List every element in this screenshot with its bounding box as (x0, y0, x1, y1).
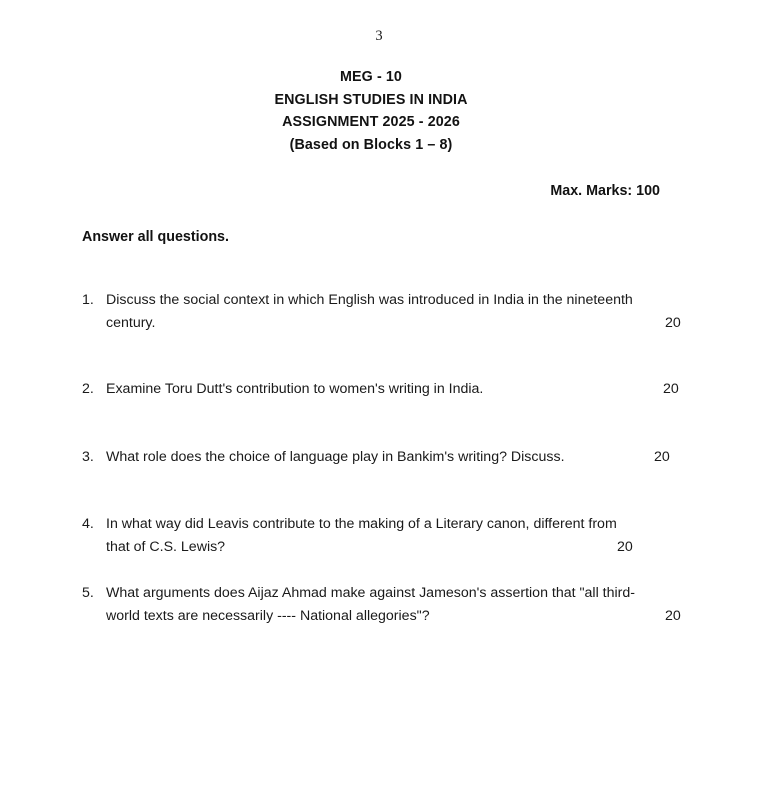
question-text-line: century. 20 (106, 312, 682, 335)
question-text-line: What role does the choice of language play in Bankim's writing? Discuss. 20 (106, 446, 682, 469)
question-marks: 20 (617, 538, 633, 555)
question-number: 4. (82, 516, 94, 532)
document-header (60, 66, 682, 156)
question-body (106, 446, 682, 469)
question-body (106, 378, 682, 401)
question-marks: 20 (654, 449, 670, 465)
question-number: 1. (82, 292, 94, 308)
question-marks: 20 (665, 314, 681, 331)
question-item (82, 289, 682, 334)
question-number: 5. (82, 585, 94, 601)
max-marks-label: Max. Marks: 100 (550, 183, 660, 199)
question-body (106, 289, 682, 334)
question-item (82, 446, 682, 469)
question-text-line: What arguments does Aijaz Ahmad make against Jameson's assertion that "all third- (106, 585, 636, 601)
header-course-code: MEG - 10 (340, 69, 402, 85)
question-body (106, 582, 682, 627)
page-number: 3 (375, 28, 383, 44)
header-course-title: ENGLISH STUDIES IN INDIA (274, 91, 468, 108)
question-number: 2. (82, 381, 94, 397)
question-text-line: In what way did Leavis contribute to the making of a Literary canon, different from (106, 516, 617, 532)
header-assignment-year: ASSIGNMENT 2025 - 2026 (282, 114, 460, 131)
question-item (82, 513, 682, 558)
answer-all-questions-instruction: Answer all questions. (82, 229, 229, 245)
question-number: 3. (82, 449, 94, 465)
question-text-line: Examine Toru Dutt's contribution to women's writing in India. 20 (106, 378, 682, 401)
question-item (82, 378, 682, 401)
question-text-line: Discuss the social context in which English was introduced in India in the nineteenth (106, 292, 633, 308)
header-blocks-note: (Based on Blocks 1 – 8) (289, 136, 453, 153)
question-body (106, 513, 682, 558)
question-marks: 20 (663, 381, 679, 397)
question-marks: 20 (665, 607, 681, 624)
question-item (82, 582, 682, 627)
question-text-line: that of C.S. Lewis? 20 (106, 536, 682, 559)
question-text-line: world texts are necessarily ---- National allegories"? 20 (106, 605, 682, 628)
